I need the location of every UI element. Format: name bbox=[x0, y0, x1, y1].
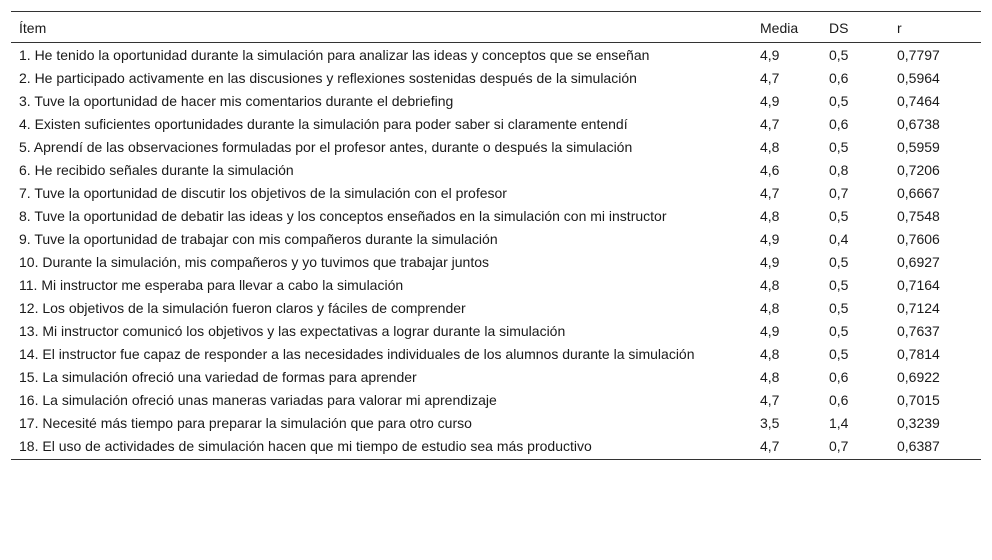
table-row bbox=[11, 250, 981, 273]
cell-r: 0,7637 bbox=[897, 323, 940, 339]
cell-item: 11. Mi instructor me esperaba para llevar a cabo la simulación bbox=[19, 277, 404, 293]
cell-r: 0,5959 bbox=[897, 139, 940, 155]
cell-ds: 0,6 bbox=[829, 369, 849, 385]
cell-item: 9. Tuve la oportunidad de trabajar con mis compañeros durante la simulación bbox=[19, 231, 498, 247]
cell-item: 18. El uso de actividades de simulación hacen que mi tiempo de estudio sea más productivo bbox=[19, 438, 592, 454]
table-row bbox=[11, 112, 981, 135]
cell-r: 0,6387 bbox=[897, 438, 940, 454]
cell-r: 0,5964 bbox=[897, 70, 940, 86]
cell-media: 4,8 bbox=[760, 300, 780, 316]
cell-ds: 0,6 bbox=[829, 392, 849, 408]
table-header-row bbox=[11, 12, 981, 43]
cell-media: 4,9 bbox=[760, 93, 780, 109]
cell-item: 12. Los objetivos de la simulación fueron claros y fáciles de comprender bbox=[19, 300, 466, 316]
cell-ds: 0,5 bbox=[829, 277, 849, 293]
cell-item: 10. Durante la simulación, mis compañeros y yo tuvimos que trabajar juntos bbox=[19, 254, 489, 270]
cell-item: 2. He participado activamente en las discusiones y reflexiones sostenidas después de la simulación bbox=[19, 70, 637, 86]
cell-ds: 0,8 bbox=[829, 162, 849, 178]
cell-ds: 0,5 bbox=[829, 346, 849, 362]
cell-item: 13. Mi instructor comunicó los objetivos y las expectativas a lograr durante la simulación bbox=[19, 323, 566, 339]
cell-media: 4,7 bbox=[760, 392, 780, 408]
header-ds: DS bbox=[829, 19, 849, 36]
cell-ds: 0,5 bbox=[829, 300, 849, 316]
cell-media: 4,7 bbox=[760, 70, 780, 86]
header-r: r bbox=[897, 19, 902, 36]
cell-item: 15. La simulación ofreció una variedad de formas para aprender bbox=[19, 369, 417, 385]
cell-item: 1. He tenido la oportunidad durante la simulación para analizar las ideas y conceptos que se enseñan bbox=[19, 47, 650, 63]
cell-ds: 0,7 bbox=[829, 438, 849, 454]
table-row bbox=[11, 135, 981, 158]
table-row bbox=[11, 273, 981, 296]
cell-r: 0,7164 bbox=[897, 277, 940, 293]
cell-media: 4,6 bbox=[760, 162, 780, 178]
cell-media: 4,9 bbox=[760, 47, 780, 63]
cell-ds: 0,5 bbox=[829, 208, 849, 224]
table-row bbox=[11, 204, 981, 227]
cell-r: 0,7814 bbox=[897, 346, 940, 362]
cell-media: 4,9 bbox=[760, 254, 780, 270]
cell-ds: 0,5 bbox=[829, 47, 849, 63]
cell-r: 0,6667 bbox=[897, 185, 940, 201]
table-row bbox=[11, 158, 981, 181]
cell-ds: 0,6 bbox=[829, 116, 849, 132]
cell-item: 8. Tuve la oportunidad de debatir las ideas y los conceptos enseñados en la simulación con mi instructor bbox=[19, 208, 667, 224]
cell-ds: 0,5 bbox=[829, 139, 849, 155]
results-table bbox=[11, 11, 981, 460]
cell-item: 17. Necesité más tiempo para preparar la simulación que para otro curso bbox=[19, 415, 472, 431]
cell-media: 4,8 bbox=[760, 346, 780, 362]
cell-r: 0,7606 bbox=[897, 231, 940, 247]
cell-r: 0,6922 bbox=[897, 369, 940, 385]
table-row bbox=[11, 181, 981, 204]
cell-media: 4,9 bbox=[760, 231, 780, 247]
cell-ds: 0,5 bbox=[829, 93, 849, 109]
table-row bbox=[11, 365, 981, 388]
cell-ds: 0,7 bbox=[829, 185, 849, 201]
cell-r: 0,7548 bbox=[897, 208, 940, 224]
cell-item: 5. Aprendí de las observaciones formuladas por el profesor antes, durante o después la simulación bbox=[19, 139, 633, 155]
cell-media: 4,9 bbox=[760, 323, 780, 339]
table-row bbox=[11, 66, 981, 89]
cell-item: 7. Tuve la oportunidad de discutir los objetivos de la simulación con el profesor bbox=[19, 185, 507, 201]
cell-item: 14. El instructor fue capaz de responder a las necesidades individuales de los alumnos durante la simulación bbox=[19, 346, 695, 362]
header-media: Media bbox=[760, 19, 799, 36]
cell-ds: 0,5 bbox=[829, 254, 849, 270]
cell-item: 4. Existen suficientes oportunidades durante la simulación para poder saber si claramente entendí bbox=[19, 116, 628, 132]
cell-item: 3. Tuve la oportunidad de hacer mis comentarios durante el debriefing bbox=[19, 93, 454, 109]
table-body bbox=[11, 43, 981, 460]
table-row bbox=[11, 89, 981, 112]
cell-media: 3,5 bbox=[760, 415, 780, 431]
cell-ds: 0,5 bbox=[829, 323, 849, 339]
table-row bbox=[11, 43, 981, 67]
table-row bbox=[11, 411, 981, 434]
header-item: Ítem bbox=[19, 19, 47, 36]
cell-ds: 0,6 bbox=[829, 70, 849, 86]
cell-media: 4,8 bbox=[760, 369, 780, 385]
cell-r: 0,6738 bbox=[897, 116, 940, 132]
cell-media: 4,7 bbox=[760, 438, 780, 454]
cell-media: 4,8 bbox=[760, 277, 780, 293]
cell-ds: 0,4 bbox=[829, 231, 849, 247]
cell-r: 0,6927 bbox=[897, 254, 940, 270]
table-row bbox=[11, 319, 981, 342]
cell-item: 16. La simulación ofreció unas maneras variadas para valorar mi aprendizaje bbox=[19, 392, 497, 408]
cell-r: 0,7464 bbox=[897, 93, 940, 109]
results-table-container bbox=[11, 11, 981, 460]
cell-r: 0,7015 bbox=[897, 392, 940, 408]
cell-r: 0,7797 bbox=[897, 47, 940, 63]
table-row bbox=[11, 227, 981, 250]
cell-r: 0,3239 bbox=[897, 415, 940, 431]
table-row bbox=[11, 342, 981, 365]
cell-media: 4,8 bbox=[760, 208, 780, 224]
cell-ds: 1,4 bbox=[829, 415, 849, 431]
cell-media: 4,7 bbox=[760, 116, 780, 132]
cell-r: 0,7206 bbox=[897, 162, 940, 178]
table-row bbox=[11, 296, 981, 319]
cell-item: 6. He recibido señales durante la simulación bbox=[19, 162, 294, 178]
cell-media: 4,7 bbox=[760, 185, 780, 201]
cell-r: 0,7124 bbox=[897, 300, 940, 316]
table-row bbox=[11, 434, 981, 460]
table-row bbox=[11, 388, 981, 411]
cell-media: 4,8 bbox=[760, 139, 780, 155]
